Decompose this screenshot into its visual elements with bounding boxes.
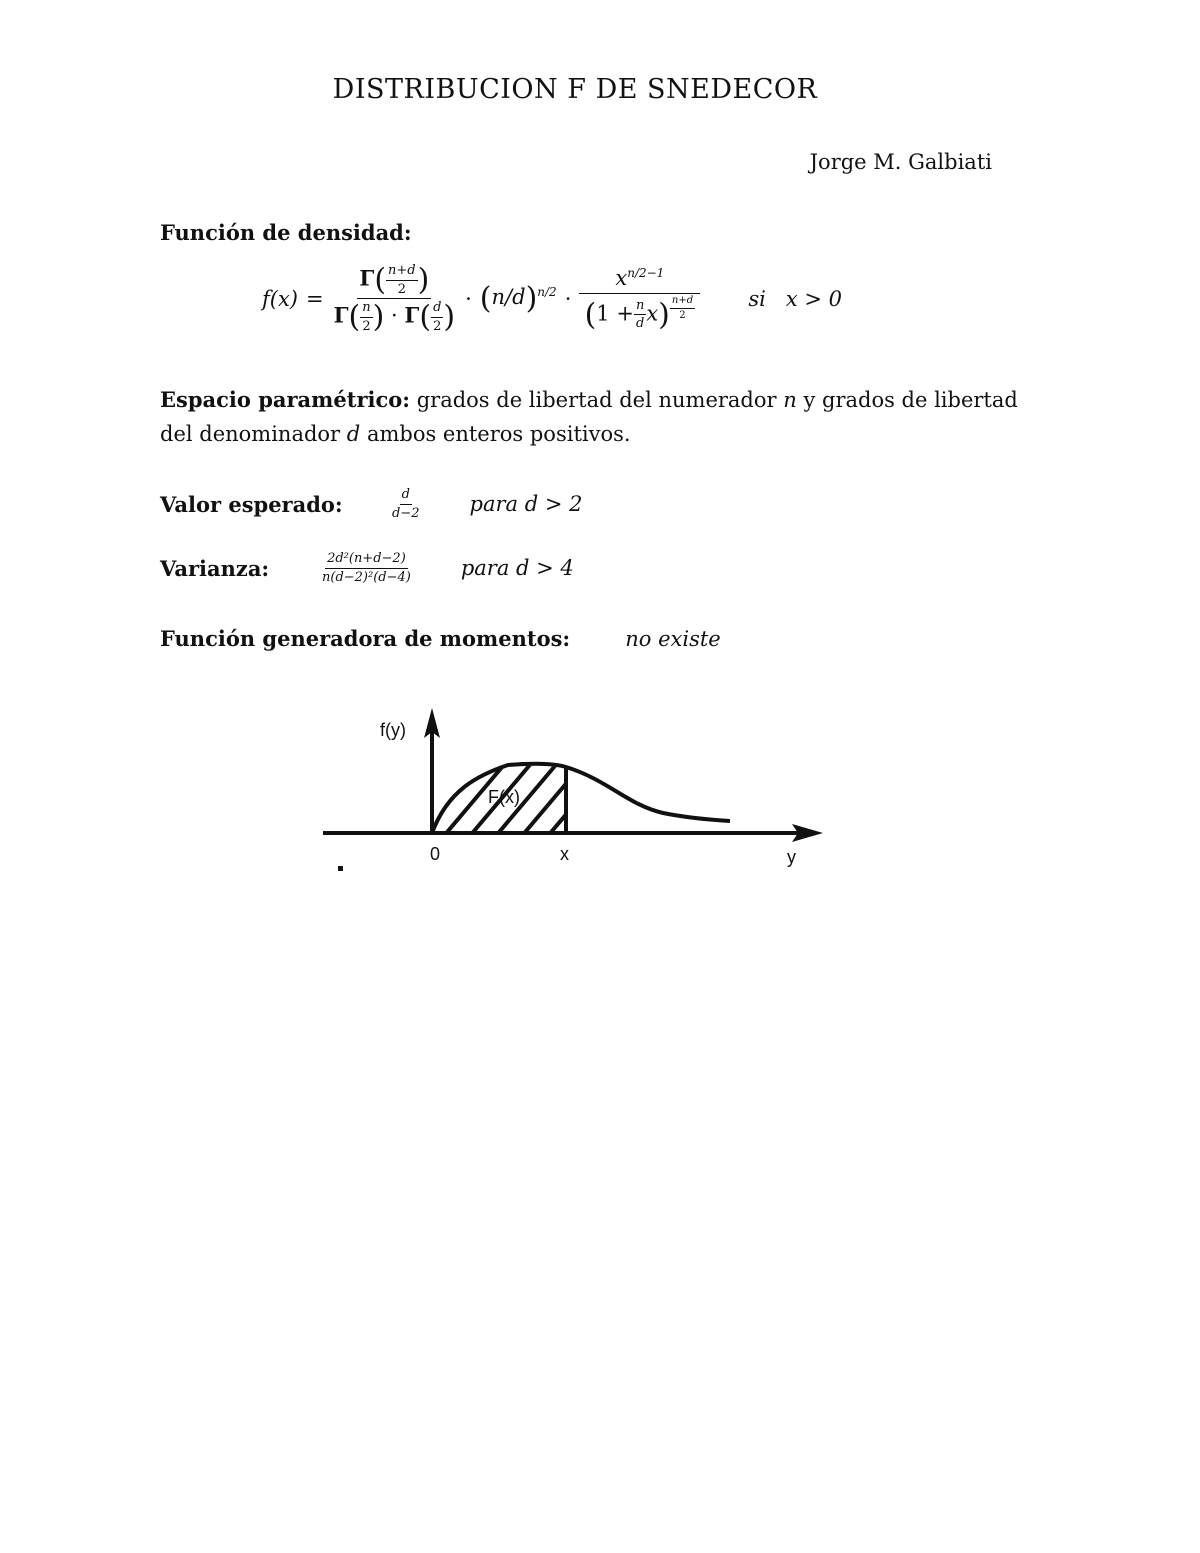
expected-value-row: Valor esperado: $\frac{d}{d-2}$ para d > 2 [160, 487, 583, 521]
parameters-line-2: del denominador d ambos enteros positivos. [160, 422, 631, 446]
stray-mark [338, 866, 343, 871]
mgf-row: Función generadora de momentos: no existe [160, 626, 721, 651]
expected-fraction: $\frac{d}{d-2}$ [392, 487, 420, 521]
gamma-fraction [332, 264, 457, 334]
origin-label: 0 [430, 844, 441, 864]
gamma-denominator: Γ( $\frac{n}{2}$ ) · Γ( $\frac{d}{2}$ ) [333, 299, 456, 335]
power-fraction: $x^{n/2-1}$ (1 + $\frac{n}{d}$ x) $^{\frac{n+d}{2}}$ [579, 267, 700, 331]
variance-fraction: $\frac{\text{2d²(n+d−2)}}{\text{n(d−2)²(d−4)}}$ [322, 551, 411, 585]
variance-row: Varianza: $\frac{\text{2d²(n+d−2)}}{\text{n(d−2)²(d−4)}}$ para d > 4 [160, 551, 574, 585]
formula-equals: = [306, 286, 324, 311]
gamma-numerator: Γ( $\frac{n+d}{2}$ ) [359, 262, 430, 298]
formula-lhs: f(x) [262, 286, 299, 311]
variance-condition: para d > 4 [460, 556, 574, 581]
area-label: F(x) [488, 787, 520, 807]
density-figure [318, 700, 838, 890]
page-title: DISTRIBUCION F DE SNEDECOR [332, 74, 818, 105]
ratio-term: $(n/d)^{n/2}$ [479, 281, 557, 317]
expected-condition: para d > 2 [469, 492, 583, 517]
author: Jorge M. Galbiati [809, 150, 992, 174]
density-formula: f(x) = Γ( $\frac{n+d}{2}$ ) Γ( $\frac{n}{2}$ ) · Γ( $\frac{d}{2}$ ) · $(n/d)^{n/2}$ · $x^{n/2-1}$ (1 + $\frac{n}{d}$ x) $^{\frac{n+d}{2}}$ si x > 0 [262, 262, 842, 335]
y-axis-label: f(y) [380, 720, 406, 740]
density-diagram [318, 700, 838, 890]
condition: x > 0 [785, 286, 842, 311]
density-heading: Función de densidad: [160, 220, 412, 245]
parameters-line-1: Espacio paramétrico: grados de libertad del numerador n y grados de libertad [160, 387, 1018, 412]
condition-si: si [748, 286, 766, 311]
x-mark-label: x [560, 844, 569, 864]
x-axis-label: y [787, 847, 796, 867]
